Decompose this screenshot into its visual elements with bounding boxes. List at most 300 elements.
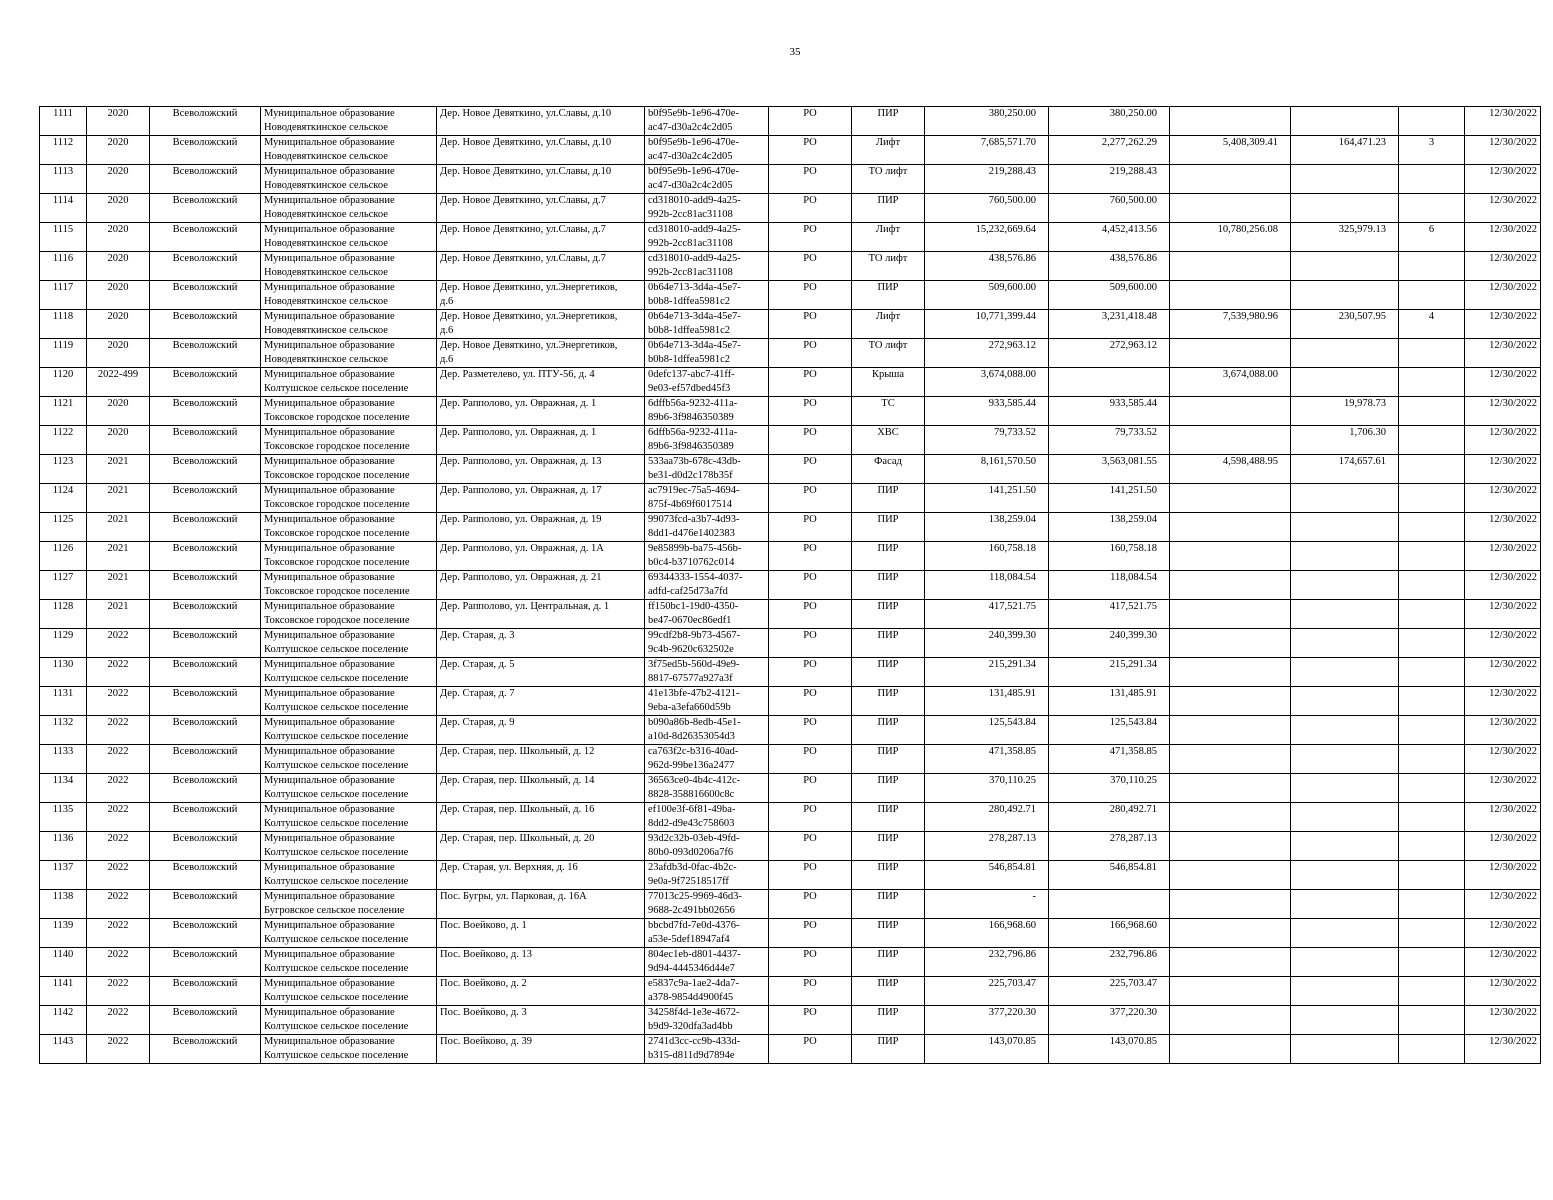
cell-municipality-text: Токсовское городское поселение <box>264 470 410 481</box>
cell-date-text: 12/30/2022 <box>1489 891 1537 902</box>
cell-amount-3 <box>1291 774 1399 803</box>
cell-date <box>1465 774 1541 803</box>
cell-guid-text: ac47-d30a2c4c2d05 <box>648 180 733 191</box>
cell-guid <box>645 774 769 803</box>
cell-date-text: 12/30/2022 <box>1489 340 1537 351</box>
cell-date-text: 12/30/2022 <box>1489 833 1537 844</box>
cell-date-text: 12/30/2022 <box>1489 572 1537 583</box>
cell-year-text: 2020 <box>107 137 129 148</box>
cell-address-text: Дер. Рапполово, ул. Овражная, д. 1 <box>440 398 597 409</box>
cell-guid-text: 9688-2c491bb02656 <box>648 905 735 916</box>
cell-guid <box>645 687 769 716</box>
cell-year-text: 2022 <box>107 891 129 902</box>
cell-amount-3 <box>1291 281 1399 310</box>
cell-work-type-text: ПИР <box>877 717 899 728</box>
cell-amount-3-text: 325,979.13 <box>1338 224 1386 235</box>
cell-year <box>87 397 150 426</box>
cell-address-text: Дер. Рапполово, ул. Овражная, д. 1А <box>440 543 604 554</box>
cell-type-text: РО <box>803 920 817 931</box>
cell-amount-1 <box>1049 397 1170 426</box>
cell-work-type <box>852 658 925 687</box>
cell-number <box>40 687 87 716</box>
cell-type-text: РО <box>803 427 817 438</box>
cell-type-text: РО <box>803 572 817 583</box>
cell-municipality-text: Токсовское городское поселение <box>264 528 410 539</box>
cell-work-type <box>852 1035 925 1064</box>
cell-address-text: Дер. Новое Девяткино, ул.Славы, д.7 <box>440 253 606 264</box>
cell-count <box>1399 252 1465 281</box>
cell-address <box>437 919 645 948</box>
cell-work-type-text: ТО лифт <box>868 340 908 351</box>
cell-work-type <box>852 368 925 397</box>
cell-total <box>925 716 1049 745</box>
cell-amount-3-text: 174,657.61 <box>1338 456 1386 467</box>
cell-guid-text: cd318010-add9-4a25- <box>648 224 741 235</box>
cell-amount-3-text: 164,471.23 <box>1338 137 1386 148</box>
cell-guid <box>645 107 769 136</box>
cell-municipality-text: Колтушское сельское поселение <box>264 383 409 394</box>
cell-number-text: 1127 <box>52 572 74 583</box>
cell-total-text: 225,703.47 <box>988 978 1036 989</box>
cell-district <box>150 774 261 803</box>
cell-number <box>40 716 87 745</box>
cell-amount-3-text: 19,978.73 <box>1344 398 1386 409</box>
table-row <box>40 455 1541 484</box>
cell-municipality <box>261 194 437 223</box>
cell-number <box>40 339 87 368</box>
cell-amount-3 <box>1291 977 1399 1006</box>
cell-address-text: Дер. Рапполово, ул. Овражная, д. 1 <box>440 427 597 438</box>
cell-municipality <box>261 919 437 948</box>
cell-total <box>925 774 1049 803</box>
cell-count <box>1399 861 1465 890</box>
cell-address-text: Пос. Бугры, ул. Парковая, д. 16А <box>440 891 587 902</box>
cell-address-text: Дер. Старая, д. 9 <box>440 717 515 728</box>
cell-year-text: 2020 <box>107 282 129 293</box>
cell-work-type-text: ПИР <box>877 630 899 641</box>
cell-guid-text: 533aa73b-678c-43db- <box>648 456 741 467</box>
cell-district-text: Всеволожский <box>172 485 238 496</box>
cell-district <box>150 687 261 716</box>
cell-district-text: Всеволожский <box>172 514 238 525</box>
cell-type-text: РО <box>803 601 817 612</box>
cell-guid-text: 3f75ed5b-560d-49e9- <box>648 659 740 670</box>
cell-total-text: 3,674,088.00 <box>980 369 1036 380</box>
cell-guid-text: a378-9854d4900f45 <box>648 992 734 1003</box>
cell-guid-text: 992b-2cc81ac31108 <box>648 209 733 220</box>
cell-amount-3 <box>1291 339 1399 368</box>
cell-guid-text: 2741d3cc-cc9b-433d- <box>648 1036 741 1047</box>
cell-number-text: 1143 <box>52 1036 74 1047</box>
cell-year-text: 2021 <box>107 601 129 612</box>
cell-guid-text: 77013c25-9969-46d3- <box>648 891 742 902</box>
table-row <box>40 571 1541 600</box>
cell-district-text: Всеволожский <box>172 891 238 902</box>
cell-district <box>150 716 261 745</box>
cell-municipality-text: Муниципальное образование <box>264 891 395 902</box>
cell-year <box>87 716 150 745</box>
cell-amount-2 <box>1170 281 1291 310</box>
cell-district-text: Всеволожский <box>172 427 238 438</box>
cell-year-text: 2021 <box>107 543 129 554</box>
cell-date-text: 12/30/2022 <box>1489 166 1537 177</box>
cell-district <box>150 426 261 455</box>
cell-type-text: РО <box>803 746 817 757</box>
cell-district-text: Всеволожский <box>172 920 238 931</box>
cell-guid-text: 804ec1eb-d801-4437- <box>648 949 741 960</box>
cell-work-type-text: ПИР <box>877 1036 899 1047</box>
cell-district <box>150 310 261 339</box>
cell-guid-text: 875f-4b69f6017514 <box>648 499 732 510</box>
cell-type <box>769 281 852 310</box>
cell-number-text: 1112 <box>52 137 74 148</box>
cell-guid <box>645 803 769 832</box>
cell-number <box>40 223 87 252</box>
cell-type-text: РО <box>803 311 817 322</box>
cell-address-text: Дер. Старая, пер. Школьный, д. 14 <box>440 775 595 786</box>
cell-guid-text: 69344333-1554-4037- <box>648 572 743 583</box>
cell-type <box>769 513 852 542</box>
cell-number-text: 1117 <box>52 282 74 293</box>
cell-type-text: РО <box>803 1036 817 1047</box>
table-row <box>40 919 1541 948</box>
cell-amount-2-text: 4,598,488.95 <box>1222 456 1278 467</box>
cell-year-text: 2021 <box>107 456 129 467</box>
cell-date-text: 12/30/2022 <box>1489 137 1537 148</box>
cell-amount-3 <box>1291 687 1399 716</box>
cell-amount-1-text: 280,492.71 <box>1109 804 1157 815</box>
cell-work-type-text: ПИР <box>877 920 899 931</box>
cell-guid-text: 8828-358816600c8c <box>648 789 735 800</box>
cell-year <box>87 890 150 919</box>
cell-municipality-text: Токсовское городское поселение <box>264 441 410 452</box>
cell-municipality <box>261 803 437 832</box>
cell-year-text: 2022 <box>107 1036 129 1047</box>
cell-year <box>87 455 150 484</box>
cell-year <box>87 542 150 571</box>
cell-date <box>1465 339 1541 368</box>
cell-guid <box>645 542 769 571</box>
cell-guid-text: b0f95e9b-1e96-470e- <box>648 166 739 177</box>
cell-year <box>87 194 150 223</box>
cell-date <box>1465 426 1541 455</box>
cell-district <box>150 252 261 281</box>
cell-amount-1 <box>1049 165 1170 194</box>
cell-amount-1 <box>1049 803 1170 832</box>
cell-number <box>40 1035 87 1064</box>
cell-guid-text: b315-d811d9d7894e <box>648 1050 735 1061</box>
cell-amount-3 <box>1291 861 1399 890</box>
cell-district <box>150 629 261 658</box>
cell-amount-3 <box>1291 1006 1399 1035</box>
cell-amount-2 <box>1170 745 1291 774</box>
cell-type-text: РО <box>803 833 817 844</box>
cell-year <box>87 107 150 136</box>
cell-work-type-text: ПИР <box>877 833 899 844</box>
cell-municipality <box>261 455 437 484</box>
cell-amount-1 <box>1049 716 1170 745</box>
cell-address <box>437 629 645 658</box>
cell-date <box>1465 977 1541 1006</box>
cell-amount-1-text: 232,796.86 <box>1109 949 1157 960</box>
cell-amount-2 <box>1170 136 1291 165</box>
cell-amount-3 <box>1291 107 1399 136</box>
cell-number <box>40 136 87 165</box>
cell-amount-1 <box>1049 426 1170 455</box>
cell-number-text: 1114 <box>52 195 74 206</box>
cell-type-text: РО <box>803 456 817 467</box>
cell-total-text: 131,485.91 <box>988 688 1036 699</box>
cell-number-text: 1129 <box>52 630 74 641</box>
cell-date <box>1465 165 1541 194</box>
cell-municipality-text: Муниципальное образование <box>264 630 395 641</box>
cell-total <box>925 310 1049 339</box>
cell-year-text: 2022 <box>107 862 129 873</box>
cell-address-text: Дер. Новое Девяткино, ул.Энергетиков, <box>440 282 618 293</box>
cell-district-text: Всеволожский <box>172 340 238 351</box>
cell-municipality-text: Муниципальное образование <box>264 398 395 409</box>
cell-guid-text: b0b8-1dffea5981c2 <box>648 354 731 365</box>
cell-municipality-text: Муниципальное образование <box>264 717 395 728</box>
cell-type-text: РО <box>803 253 817 264</box>
cell-amount-1 <box>1049 484 1170 513</box>
table-row <box>40 745 1541 774</box>
cell-address-text: Дер. Старая, д. 5 <box>440 659 515 670</box>
cell-work-type <box>852 861 925 890</box>
cell-address-text: Дер. Старая, пер. Школьный, д. 12 <box>440 746 595 757</box>
cell-municipality-text: Новодевяткинское сельское <box>264 122 388 133</box>
cell-amount-1 <box>1049 745 1170 774</box>
cell-total <box>925 484 1049 513</box>
cell-work-type <box>852 252 925 281</box>
cell-number-text: 1120 <box>52 369 74 380</box>
cell-type <box>769 832 852 861</box>
cell-address <box>437 1006 645 1035</box>
cell-year-text: 2022 <box>107 833 129 844</box>
cell-district <box>150 484 261 513</box>
cell-work-type-text: Лифт <box>875 311 901 322</box>
cell-total-text: 370,110.25 <box>989 775 1036 786</box>
cell-number-text: 1142 <box>52 1007 74 1018</box>
table-row <box>40 948 1541 977</box>
cell-municipality <box>261 281 437 310</box>
cell-type <box>769 948 852 977</box>
cell-amount-2 <box>1170 890 1291 919</box>
cell-type <box>769 426 852 455</box>
cell-municipality-text: Муниципальное образование <box>264 456 395 467</box>
cell-number <box>40 803 87 832</box>
cell-municipality-text: Колтушское сельское поселение <box>264 789 409 800</box>
cell-amount-1 <box>1049 368 1170 397</box>
cell-guid-text: 6dffb56a-9232-411a- <box>648 427 738 438</box>
cell-number <box>40 107 87 136</box>
cell-guid-text: 89b6-3f9846350389 <box>648 441 734 452</box>
cell-address-text: Дер. Рапполово, ул. Овражная, д. 17 <box>440 485 602 496</box>
cell-municipality-text: Новодевяткинское сельское <box>264 325 388 336</box>
cell-district <box>150 194 261 223</box>
cell-municipality-text: Колтушское сельское поселение <box>264 731 409 742</box>
cell-municipality-text: Токсовское городское поселение <box>264 557 410 568</box>
table-row <box>40 107 1541 136</box>
cell-municipality <box>261 774 437 803</box>
cell-type <box>769 107 852 136</box>
cell-work-type-text: ПИР <box>877 659 899 670</box>
cell-municipality-text: Новодевяткинское сельское <box>264 354 388 365</box>
cell-count <box>1399 397 1465 426</box>
cell-number <box>40 861 87 890</box>
cell-date <box>1465 1035 1541 1064</box>
cell-total-text: 933,585.44 <box>988 398 1036 409</box>
cell-amount-1 <box>1049 252 1170 281</box>
cell-year <box>87 310 150 339</box>
cell-district-text: Всеволожский <box>172 398 238 409</box>
cell-number-text: 1128 <box>52 601 74 612</box>
cell-district-text: Всеволожский <box>172 630 238 641</box>
cell-municipality-text: Колтушское сельское поселение <box>264 702 409 713</box>
cell-total <box>925 629 1049 658</box>
cell-amount-3 <box>1291 397 1399 426</box>
cell-municipality <box>261 687 437 716</box>
cell-date-text: 12/30/2022 <box>1489 195 1537 206</box>
cell-address-text: д.6 <box>440 354 454 365</box>
cell-address <box>437 745 645 774</box>
table-row <box>40 687 1541 716</box>
cell-date <box>1465 397 1541 426</box>
cell-municipality-text: Муниципальное образование <box>264 543 395 554</box>
cell-guid-text: b9d9-320dfa3ad4bb <box>648 1021 733 1032</box>
cell-address <box>437 861 645 890</box>
cell-total-text: 141,251.50 <box>988 485 1036 496</box>
cell-total <box>925 281 1049 310</box>
cell-municipality-text: Муниципальное образование <box>264 514 395 525</box>
cell-type <box>769 397 852 426</box>
cell-work-type <box>852 542 925 571</box>
cell-total-text: 509,600.00 <box>988 282 1036 293</box>
cell-amount-2 <box>1170 107 1291 136</box>
table-row <box>40 803 1541 832</box>
cell-date-text: 12/30/2022 <box>1489 601 1537 612</box>
cell-work-type <box>852 571 925 600</box>
cell-guid-text: 992b-2cc81ac31108 <box>648 238 733 249</box>
cell-municipality-text: Колтушское сельское поселение <box>264 963 409 974</box>
cell-guid-text: be47-0670ec86edf1 <box>648 615 732 626</box>
cell-work-type-text: ПИР <box>877 804 899 815</box>
cell-amount-1-text: 3,231,418.48 <box>1101 311 1157 322</box>
cell-count <box>1399 600 1465 629</box>
cell-guid <box>645 1035 769 1064</box>
cell-address <box>437 223 645 252</box>
cell-amount-3 <box>1291 542 1399 571</box>
cell-year-text: 2021 <box>107 514 129 525</box>
cell-year <box>87 1006 150 1035</box>
cell-work-type-text: ПИР <box>877 1007 899 1018</box>
cell-address <box>437 107 645 136</box>
cell-date-text: 12/30/2022 <box>1489 804 1537 815</box>
cell-total <box>925 832 1049 861</box>
cell-type <box>769 368 852 397</box>
cell-district <box>150 803 261 832</box>
cell-guid-text: 992b-2cc81ac31108 <box>648 267 733 278</box>
cell-amount-2 <box>1170 223 1291 252</box>
cell-total-text: 215,291.34 <box>988 659 1036 670</box>
cell-guid-text: ff150bc1-19d0-4350- <box>648 601 739 612</box>
cell-amount-1-text: 4,452,413.56 <box>1101 224 1157 235</box>
cell-total <box>925 455 1049 484</box>
cell-count <box>1399 281 1465 310</box>
cell-district-text: Всеволожский <box>172 775 238 786</box>
cell-date-text: 12/30/2022 <box>1489 543 1537 554</box>
table-row <box>40 658 1541 687</box>
cell-guid-text: 8dd2-d9e43c758603 <box>648 818 735 829</box>
cell-address-text: Дер. Рапполово, ул. Центральная, д. 1 <box>440 601 610 612</box>
cell-address-text: Пос. Воейково, д. 39 <box>440 1036 532 1047</box>
cell-work-type-text: ПИР <box>877 978 899 989</box>
cell-municipality-text: Муниципальное образование <box>264 311 395 322</box>
cell-municipality <box>261 252 437 281</box>
cell-amount-3 <box>1291 484 1399 513</box>
cell-year <box>87 165 150 194</box>
cell-number-text: 1121 <box>52 398 74 409</box>
cell-count <box>1399 571 1465 600</box>
cell-address <box>437 252 645 281</box>
cell-date <box>1465 484 1541 513</box>
cell-guid-text: 9c4b-9620c632502e <box>648 644 734 655</box>
cell-amount-1 <box>1049 107 1170 136</box>
cell-count-text: 3 <box>1428 137 1435 148</box>
cell-type-text: РО <box>803 862 817 873</box>
cell-amount-1-text: 143,070.85 <box>1109 1036 1157 1047</box>
cell-work-type <box>852 426 925 455</box>
cell-guid-text: 89b6-3f9846350389 <box>648 412 734 423</box>
cell-type <box>769 687 852 716</box>
cell-municipality-text: Муниципальное образование <box>264 427 395 438</box>
cell-district-text: Всеволожский <box>172 978 238 989</box>
cell-amount-1-text: 438,576.86 <box>1109 253 1157 264</box>
cell-municipality-text: Муниципальное образование <box>264 195 395 206</box>
cell-date-text: 12/30/2022 <box>1489 978 1537 989</box>
cell-municipality-text: Муниципальное образование <box>264 862 395 873</box>
cell-count <box>1399 310 1465 339</box>
cell-address-text: Пос. Воейково, д. 1 <box>440 920 527 931</box>
cell-count <box>1399 948 1465 977</box>
cell-guid <box>645 252 769 281</box>
cell-guid-text: 962d-99be136a2477 <box>648 760 735 771</box>
cell-total <box>925 861 1049 890</box>
cell-amount-1 <box>1049 861 1170 890</box>
cell-total <box>925 339 1049 368</box>
cell-guid-text: ef100e3f-6f81-49ba- <box>648 804 736 815</box>
cell-year-text: 2020 <box>107 224 129 235</box>
cell-district <box>150 136 261 165</box>
cell-amount-1 <box>1049 194 1170 223</box>
cell-amount-2 <box>1170 426 1291 455</box>
cell-district-text: Всеволожский <box>172 833 238 844</box>
cell-municipality-text: Муниципальное образование <box>264 137 395 148</box>
cell-municipality <box>261 339 437 368</box>
cell-address <box>437 890 645 919</box>
cell-count <box>1399 513 1465 542</box>
cell-date <box>1465 107 1541 136</box>
cell-number <box>40 484 87 513</box>
cell-municipality-text: Новодевяткинское сельское <box>264 238 388 249</box>
cell-amount-2 <box>1170 832 1291 861</box>
cell-work-type-text: ТС <box>881 398 895 409</box>
cell-municipality <box>261 1006 437 1035</box>
cell-amount-2 <box>1170 542 1291 571</box>
cell-municipality <box>261 426 437 455</box>
cell-date <box>1465 832 1541 861</box>
cell-type-text: РО <box>803 630 817 641</box>
